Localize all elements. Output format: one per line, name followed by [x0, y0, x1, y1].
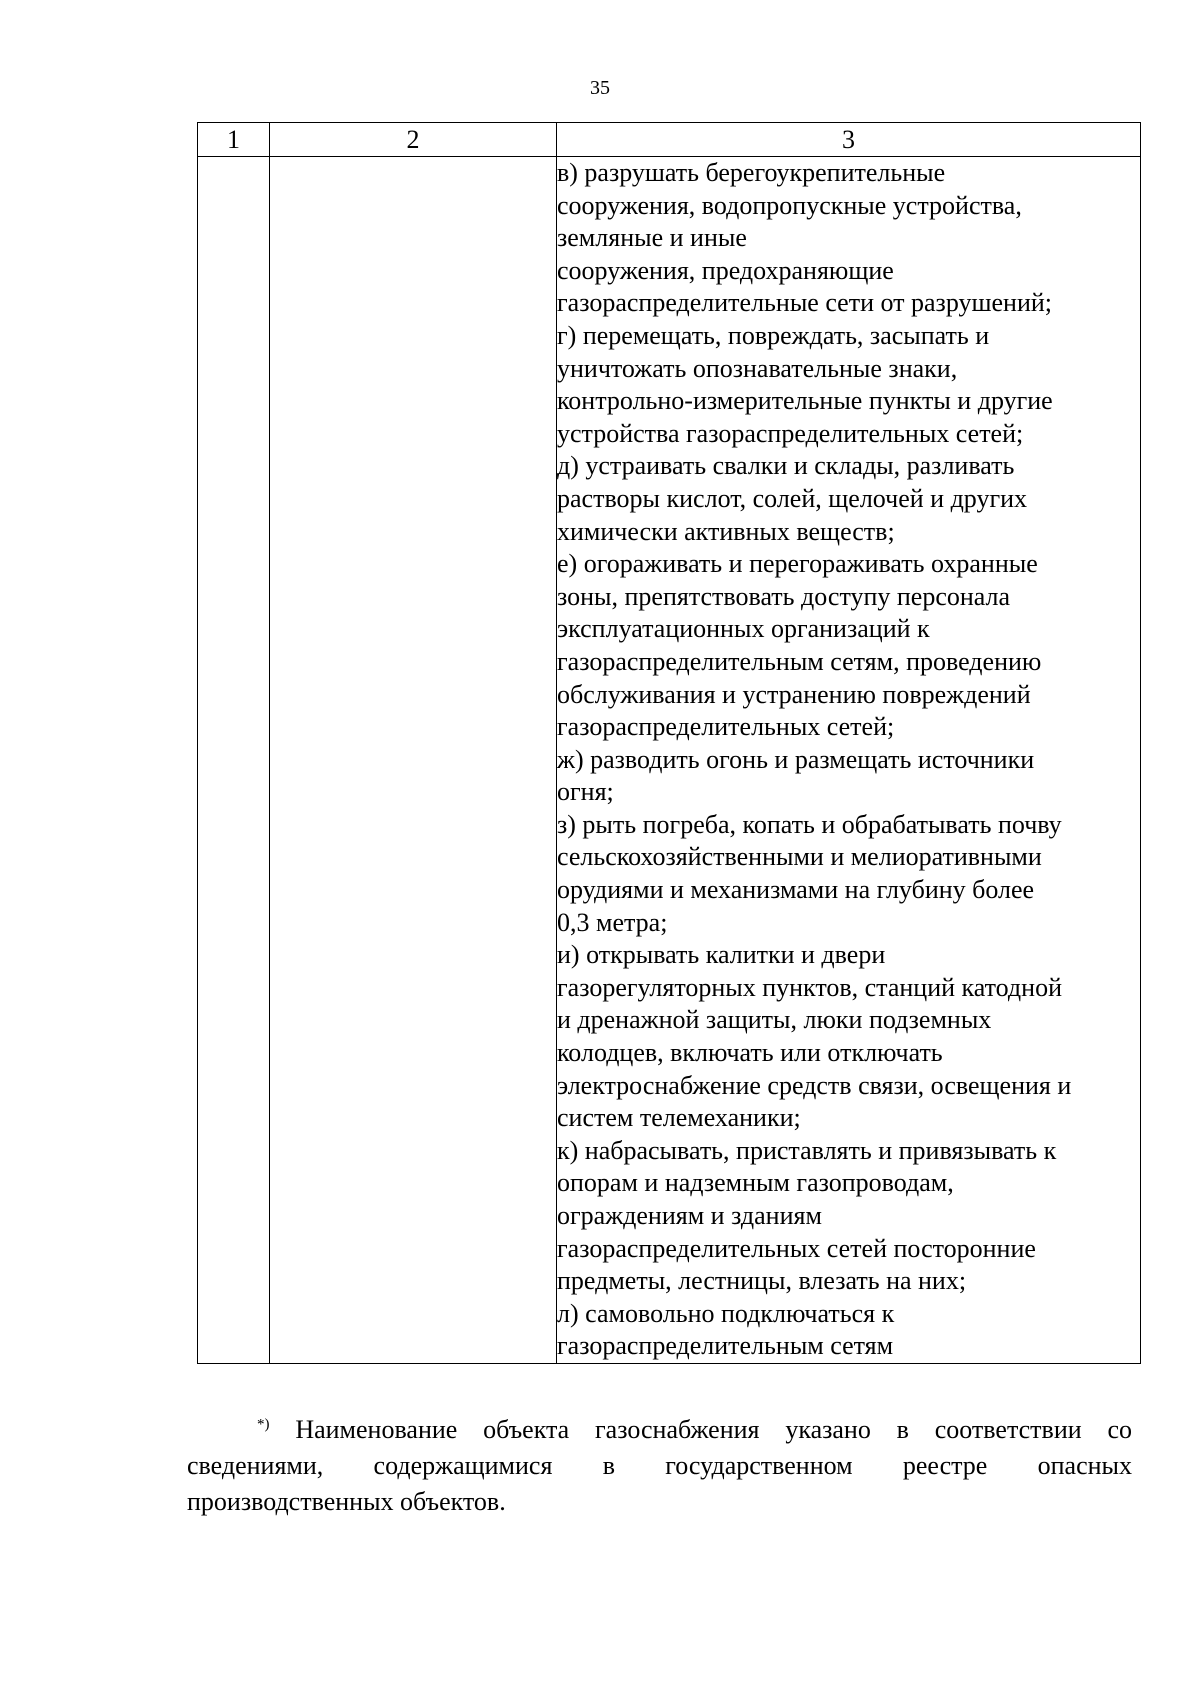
text-line: е) огораживать и перегораживать охранные [557, 549, 1038, 579]
text-line: предметы, лестницы, влезать на них; [557, 1266, 967, 1296]
text-line: орудиями и механизмами на глубину более [557, 875, 1035, 905]
footnote [187, 1412, 1132, 1520]
text-line: ограждениям и зданиям [557, 1201, 822, 1230]
footnote-marker: *) [257, 1416, 270, 1433]
text-line: з) рыть погреба, копать и обрабатывать почву [557, 809, 1062, 839]
text-line: земляные и иные [557, 223, 747, 253]
text-line: газораспределительных сетей посторонние [557, 1233, 1036, 1263]
column-header-3: 3 [557, 123, 1141, 157]
footnote-line [187, 1412, 1132, 1448]
text-line: устройства газораспределительных сетей; [557, 418, 1024, 448]
text-line: газораспределительным сетям [557, 1331, 894, 1361]
text-line: д) устраивать свалки и склады, разливать [557, 451, 1015, 481]
text-line: и) открывать калитки и двери [557, 940, 886, 970]
text-line: ж) разводить огонь и размещать источники [557, 744, 1035, 774]
footnote-text: Наименование объекта газоснабжения указано в соответствии со [295, 1415, 1133, 1444]
table-cell-col1 [198, 157, 270, 1364]
text-line: эксплуатационных организаций к [557, 614, 930, 644]
text-line: л) самовольно подключаться к [557, 1298, 895, 1328]
text-line: уничтожать опознавательные знаки, [557, 353, 958, 383]
text-line: обслуживания и устранению повреждений [557, 679, 1031, 709]
text-line: растворы кислот, солей, щелочей и других [557, 483, 1028, 513]
text-line: в) разрушать берегоукрепительные [557, 158, 946, 187]
column-header-2: 2 [270, 123, 557, 157]
text-line: газораспределительных сетей; [557, 712, 895, 742]
text-line: и дренажной защиты, люки подземных [557, 1005, 992, 1035]
text-line: сельскохозяйственными и мелиоративными [557, 842, 1042, 872]
requirements-table [197, 122, 1141, 1364]
text-line: сооружения, предохраняющие [557, 255, 894, 285]
table-header-row [198, 123, 1141, 157]
text-line: огня; [557, 777, 614, 807]
text-line: сооружения, водопропускные устройства, [557, 190, 1022, 220]
text-line: систем телемеханики; [557, 1103, 801, 1133]
text-line: к) набрасывать, приставлять и привязывать к [557, 1135, 1057, 1165]
table-row [198, 157, 1141, 1364]
text-line: газораспределительные сети от разрушений; [557, 288, 1053, 318]
text-line: зоны, препятствовать доступу персонала [557, 581, 1011, 611]
text-line: опорам и надземным газопроводам, [557, 1168, 954, 1198]
text-line: химически активных веществ; [557, 516, 895, 546]
table-cell-col2 [270, 157, 557, 1364]
text-line: газораспределительным сетям, проведению [557, 646, 1042, 676]
text-line: контрольно-измерительные пункты и другие [557, 386, 1053, 416]
text-line: электроснабжение средств связи, освещения и [557, 1070, 1072, 1100]
footnote-line: сведениями, содержащимися в государственном реестре опасных [187, 1451, 1132, 1480]
table-cell-col3 [557, 157, 1141, 1364]
text-line: колодцев, включать или отключать [557, 1038, 943, 1068]
page-number: 35 [590, 77, 610, 99]
text-line: г) перемещать, повреждать, засыпать и [557, 320, 990, 350]
column-header-1: 1 [198, 123, 270, 157]
text-line: 0,3 метра; [557, 907, 668, 937]
text-line: газорегуляторных пунктов, станций катодной [557, 972, 1062, 1002]
footnote-line: производственных объектов. [187, 1487, 506, 1516]
